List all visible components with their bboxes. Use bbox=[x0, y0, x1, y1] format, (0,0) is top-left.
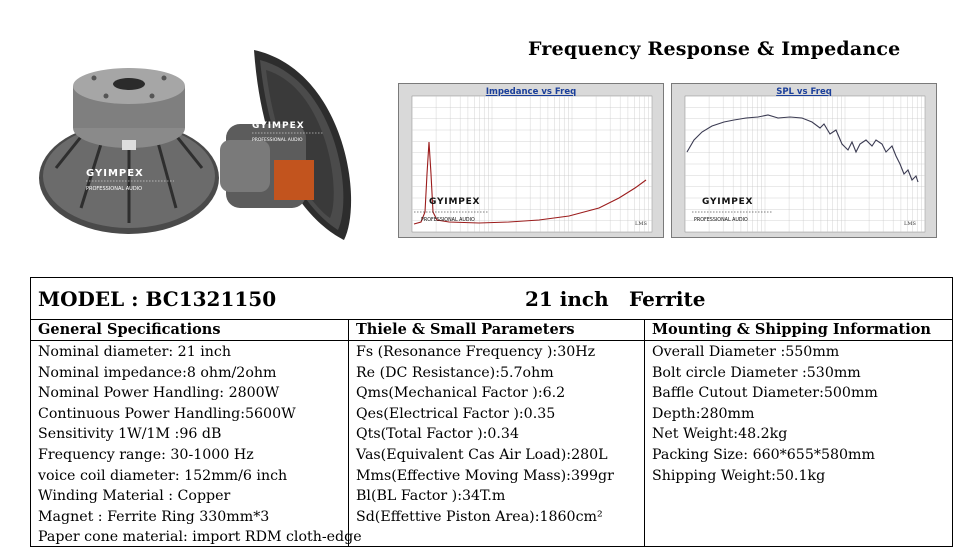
brand-logo-subtext: PROFESSIONAL AUDIO bbox=[86, 186, 143, 192]
list-item: Nominal Power Handling: 2800W bbox=[38, 385, 280, 402]
list-item: Net Weight:48.2kg bbox=[652, 426, 788, 443]
impedance-watermark: GYIMPEX bbox=[429, 197, 481, 207]
list-item: Mms(Effective Moving Mass):399gr bbox=[356, 467, 614, 484]
model-magnet: Ferrite bbox=[629, 287, 706, 311]
thiele-small-heading: Thiele & Small Parameters bbox=[349, 320, 644, 341]
list-item: Shipping Weight:50.1kg bbox=[652, 467, 826, 484]
list-item: Overall Diameter :550mm bbox=[652, 344, 840, 360]
spl-graph bbox=[671, 83, 937, 238]
brand-logo: GYIMPEX bbox=[86, 168, 144, 179]
list-item: Nominal diameter: 21 inch bbox=[38, 344, 232, 360]
general-specifications-list bbox=[31, 341, 362, 548]
list-item: Magnet : Ferrite Ring 330mm*3 bbox=[38, 508, 270, 525]
mounting-shipping-heading: Mounting & Shipping Information bbox=[645, 320, 952, 341]
brand-logo-side-subtext: PROFESSIONAL AUDIO bbox=[252, 138, 303, 143]
mounting-shipping-column bbox=[645, 320, 952, 547]
graphs-title: Frequency Response & Impedance bbox=[528, 38, 901, 60]
list-item: voice coil diameter: 152mm/6 inch bbox=[38, 467, 288, 484]
list-item: Frequency range: 30-1000 Hz bbox=[38, 446, 254, 463]
list-item: Qts(Total Factor ):0.34 bbox=[356, 426, 519, 443]
list-item: Nominal impedance:8 ohm/2ohm bbox=[38, 364, 277, 381]
list-item: Bl(BL Factor ):34T.m bbox=[356, 488, 506, 505]
impedance-plot bbox=[399, 84, 665, 239]
list-item: Packing Size: 660*655*580mm bbox=[652, 446, 875, 463]
brand-logo-side: GYIMPEX bbox=[252, 121, 305, 131]
mounting-shipping-list bbox=[645, 341, 952, 486]
list-item: Sensitivity 1W/1M :96 dB bbox=[38, 426, 222, 443]
spl-watermark-sub: PROFESSIONAL AUDIO bbox=[694, 218, 748, 223]
model-row bbox=[31, 278, 952, 320]
list-item: Vas(Equivalent Cas Air Load):280L bbox=[356, 446, 608, 463]
general-specifications-heading: General Specifications bbox=[31, 320, 348, 341]
list-item: Bolt circle Diameter :530mm bbox=[652, 364, 861, 381]
list-item: Qes(Electrical Factor ):0.35 bbox=[356, 405, 556, 422]
list-item: Winding Material : Copper bbox=[38, 488, 231, 505]
impedance-watermark-sub: PROFESSIONAL AUDIO bbox=[421, 218, 475, 223]
spl-corner-mark: LMS bbox=[904, 221, 916, 227]
list-item: Re (DC Resistance):5.7ohm bbox=[356, 364, 554, 381]
thiele-small-column bbox=[349, 320, 645, 547]
spl-plot bbox=[672, 84, 938, 239]
general-specifications-column bbox=[31, 320, 362, 547]
thiele-small-list bbox=[349, 341, 644, 527]
impedance-graph bbox=[398, 83, 664, 238]
impedance-graph-title: Impedance vs Freq bbox=[485, 87, 577, 97]
spl-watermark: GYIMPEX bbox=[702, 197, 754, 207]
impedance-corner-mark: LMS bbox=[635, 221, 647, 227]
list-item: Fs (Resonance Frequency ):30Hz bbox=[356, 344, 596, 360]
list-item: Paper cone material: import RDM cloth-edge bbox=[38, 529, 362, 546]
list-item: Sd(Effettive Piston Area):1860cm² bbox=[356, 508, 603, 525]
list-item: Qms(Mechanical Factor ):6.2 bbox=[356, 385, 566, 402]
spl-graph-title: SPL vs Freq bbox=[776, 87, 832, 97]
speaker-side-photo bbox=[214, 40, 366, 242]
list-item: Depth:280mm bbox=[652, 405, 755, 422]
spec-table bbox=[30, 277, 953, 547]
list-item: Continuous Power Handling:5600W bbox=[38, 405, 296, 422]
model-label: MODEL : BC1321150 bbox=[38, 287, 277, 311]
model-size: 21 inch bbox=[525, 287, 609, 311]
speaker-front-photo bbox=[36, 58, 222, 236]
list-item: Baffle Cutout Diameter:500mm bbox=[652, 385, 878, 402]
